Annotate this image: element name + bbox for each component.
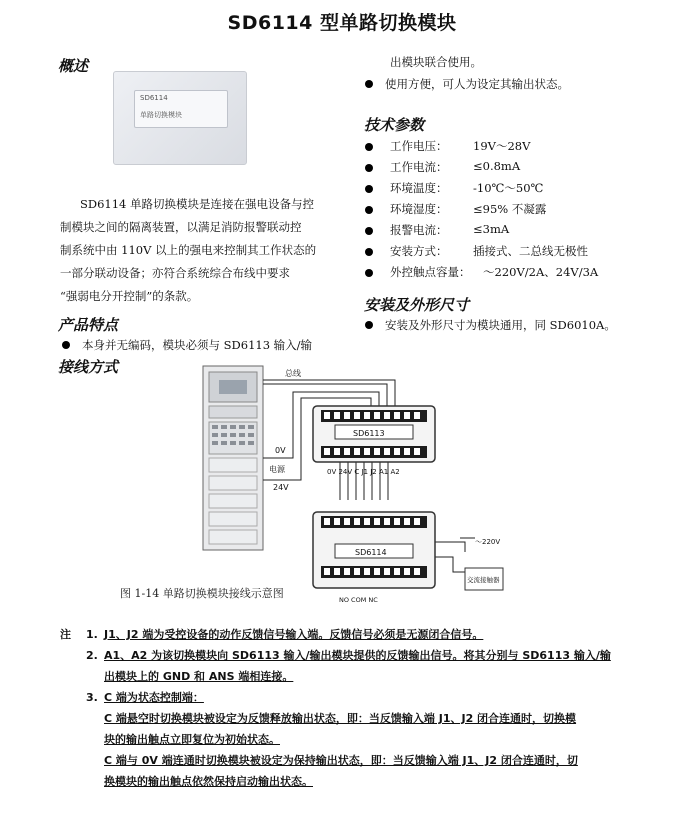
bullet-icon [365,206,373,214]
note-number: 1. [86,628,98,641]
spec-label: 安装方式： [390,244,448,258]
spec-value: ≤0.8mA [473,159,521,173]
overview-text [60,193,330,308]
feature-text: 本身并无编码，模块必须与 SD6113 输入/输 [82,338,313,352]
tech-heading: 技术参数 [364,116,425,134]
label-contactor: 交流接触器 [467,576,500,584]
spec-value: -10℃～50℃ [473,181,544,195]
bullet-icon [62,341,70,349]
feature-item [365,74,569,95]
spec-label: 环境温度： [390,181,448,195]
overview-line: 制系统中由 110V 以上的强电来控制其工作状态的 [60,243,317,257]
spec-label: 工作电流： [390,160,448,174]
spec-label: 外控触点容量： [390,265,471,279]
note-line: J1、J2 端为受控设备的动作反馈信号输入端。反馈信号必须是无源闭合信号。 [104,628,484,641]
module-photo [113,71,247,165]
overview-heading: 概述 [58,57,89,75]
install-item [365,315,616,336]
bullet-icon [365,248,373,256]
label-bus: 总线 [285,369,301,378]
bullet-icon [365,185,373,193]
note-line: C 端与 0V 端连通时切换模块被设定为保持输出状态，即：当反馈输入端 J1、J2 闭合连通时，切 [104,754,578,767]
overview-line: “强弱电分开控制”的条款。 [60,289,199,303]
label-sd6113: SD6113 [353,429,385,438]
bullet-icon [365,143,373,151]
note-line: A1、A2 为该切换模块向 SD6113 输入/输出模块提供的反馈输出信号。将其分别与 SD6113 输入/输 [104,649,611,662]
spec-value: ≤95% 不凝露 [473,202,547,216]
bullet-icon [365,164,373,172]
document-title: SD6114 型单路切换模块 [227,12,457,34]
note-line: C 端悬空时切换模块被设定为反馈释放输出状态，即：当反馈输入端 J1、J2 闭合连通时，切换模 [104,712,577,725]
notes-prefix: 注 [60,628,71,641]
feature-item [62,335,312,356]
label-pins-bottom: NO COM NC [339,596,378,604]
figure-caption: 图 1-14 单路切换模块接线示意图 [120,587,284,600]
label-sd6114: SD6114 [355,548,387,557]
bullet-icon [365,321,373,329]
label-24v: 24V [273,483,289,492]
label-pins-top: 0V 24V C J1 J2 A1 A2 [327,468,400,476]
fire-control-cabinet [203,366,263,550]
spec-label: 报警电流： [390,223,448,237]
photo-label-name: 单路切换模块 [140,111,182,119]
install-heading: 安装及外形尺寸 [364,296,470,314]
note-line: C 端为状态控制端： [104,691,204,704]
feature-continued: 出模块联合使用。 [390,55,482,69]
bullet-icon [365,227,373,235]
spec-value: 插接式、二总线无极性 [473,244,588,258]
note-line: 出模块上的 GND 和 ANS 端相连接。 [104,670,294,683]
spec-value: ≤3mA [473,222,510,236]
spec-label: 环境湿度： [390,202,448,216]
wiring-heading: 接线方式 [58,358,119,376]
note-line: 块的输出触点立即复位为初始状态。 [104,733,280,746]
spec-value: 19V～28V [473,139,531,153]
label-220v: ～220V [475,538,501,546]
overview-line: 制模块之间的隔离装置，以满足消防报警联动控 [60,220,302,234]
photo-label-model: SD6114 [140,94,168,102]
note-number: 3. [86,691,98,704]
note-number: 2. [86,649,98,662]
label-0v: 0V [275,446,286,455]
note-line: 换模块的输出触点依然保持启动输出状态。 [104,775,313,788]
label-power: 电源 [269,465,285,474]
spec-value: ～220V/2A、24V/3A [483,265,599,279]
wiring-diagram [195,362,505,612]
bullet-icon [365,269,373,277]
features-heading: 产品特点 [58,316,119,334]
overview-line: SD6114 单路切换模块是连接在强电设备与控 [80,197,315,211]
overview-line: 一部分联动设备；亦符合系统综合布线中要求 [60,266,290,280]
install-text: 安装及外形尺寸为模块通用，同 SD6010A。 [385,318,616,332]
feature-text: 使用方便，可人为设定其输出状态。 [385,77,569,91]
spec-label: 工作电压： [390,139,448,153]
bullet-icon [365,80,373,88]
